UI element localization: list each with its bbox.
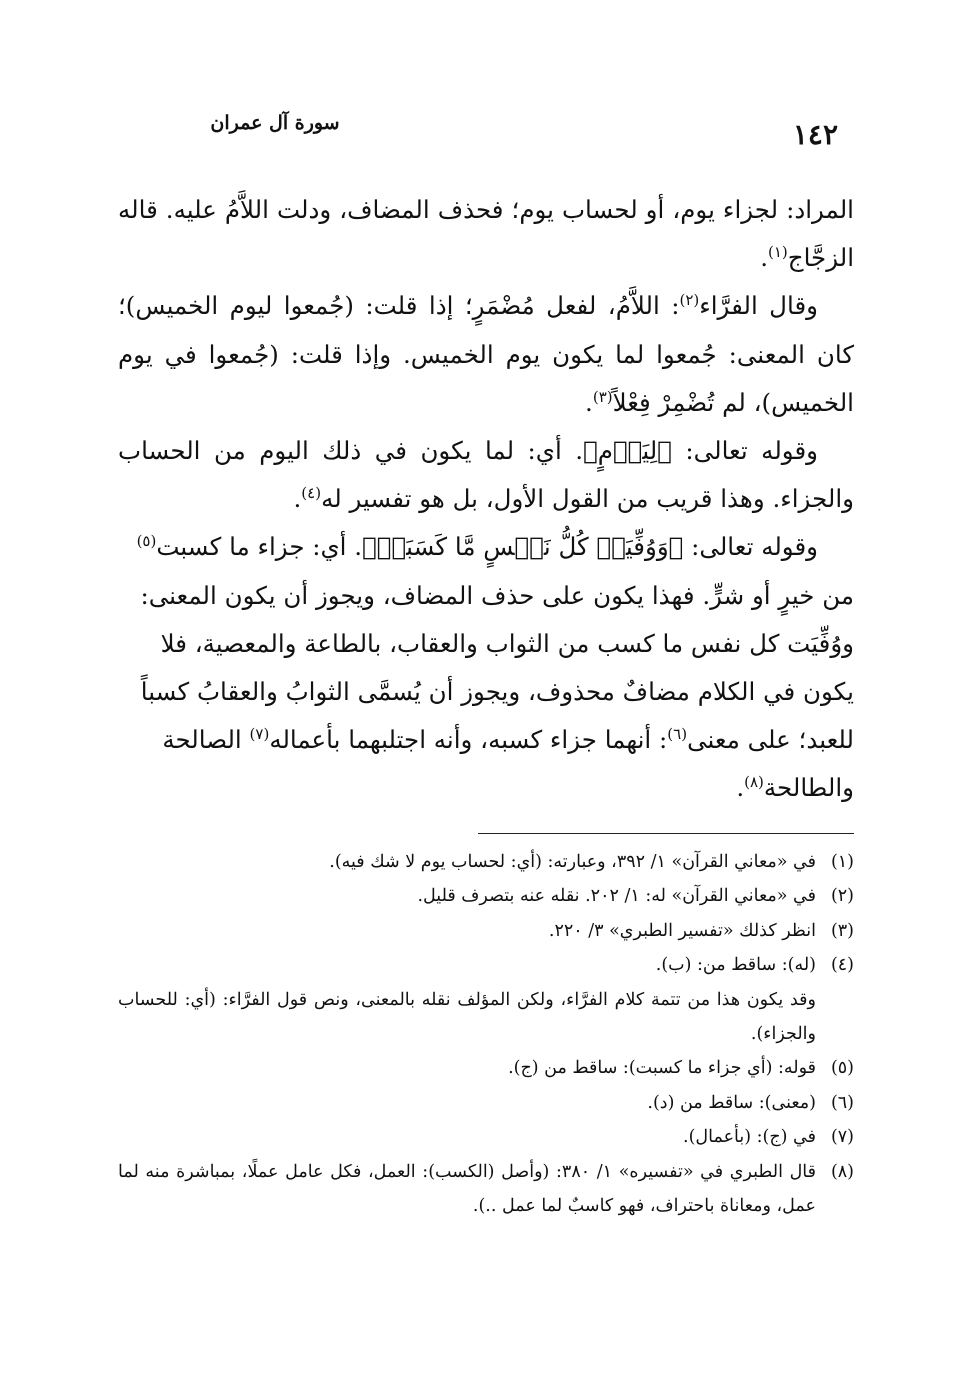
paragraph-text: وقال الفرَّاء [699, 291, 818, 321]
footnote-number: (٢) [830, 886, 854, 907]
footnote-2 [118, 879, 854, 913]
footnote-ref[interactable]: (٤) [301, 484, 322, 503]
footnote-number: (٨) [830, 1161, 854, 1182]
paragraph-end: . [585, 387, 593, 417]
footnote-number: (٤) [830, 955, 854, 976]
paragraph-text: من خيرٍ أو شرٍّ. فهذا يكون على حذف المضاف، ويجوز أن يكون المعنى: ووُفِّيَت كل نفس ما كسب من الثواب والعقاب، بالطاعة والمعصية، فلا يكون في الكلام مضافٌ محذوف، ويجوز أن يُسمَّى الثوابُ والعقابُ كسباً للعبد؛ على معنى [140, 580, 854, 755]
paragraph-end: . [293, 484, 302, 514]
footnote-ref[interactable]: (٢) [679, 291, 700, 310]
paragraph-text: وقوله تعالى: ﴿لِيَوۡمٍ﴾. أي: لما يكون في ذلك اليوم من الحساب والجزاء. وهذا قريب من القول الأول، بل هو تفسير له [118, 436, 854, 514]
paragraph-text: : اللاَّمُ، لفعل مُضْمَرٍ؛ إذا قلت: (جُمعوا ليوم الخميس)؛ كان المعنى: جُمعوا لما يكون يوم الخميس. وإذا قلت: (جُمعوا في يوم الخميس)، لم تُضْمِرْ فِعْلاً [118, 291, 854, 417]
footnote-5 [118, 1051, 854, 1085]
footnote-ref[interactable]: (٦) [667, 725, 688, 744]
paragraph-text: : أنهما جزاء كسبه، وأنه اجتلبهما بأعماله [269, 725, 668, 755]
footnote-6 [118, 1086, 854, 1120]
paragraph-text: وقوله تعالى: ﴿وَوُفِّيَتۡ كُلُّ نَفۡسٍ مَّا كَسَبَتۡ﴾. أي: جزاء ما كسبت [156, 532, 818, 562]
footnote-text: في (ج): (بأعمال). [683, 1127, 816, 1148]
footnote-number: (٣) [830, 920, 854, 941]
footnote-4 [118, 948, 854, 982]
footnote-text: (له): ساقط من: (ب). [655, 955, 816, 976]
footnote-number: (١) [830, 852, 854, 872]
footnote-1 [118, 845, 854, 879]
footnote-8 [118, 1155, 854, 1224]
footnote-ref[interactable]: (٥) [136, 532, 157, 551]
footnote-number: (٥) [830, 1058, 854, 1079]
footnote-number: (٦) [830, 1092, 854, 1113]
footnote-4-continuation: وقد يكون هذا من تتمة كلام الفرَّاء، ولكن المؤلف نقله بالمعنى، ونص قول الفرَّاء: (أي: للحساب والجزاء). [118, 989, 816, 1045]
footnote-ref[interactable]: (٣) [592, 387, 613, 406]
footnote-text: قوله: (أي جزاء ما كسبت): ساقط من (ج). [508, 1058, 816, 1079]
footnote-3 [118, 914, 854, 948]
paragraph-text: المراد: لجزاء يوم، أو لحساب يوم؛ فحذف المضاف، ودلت اللاَّمُ عليه. قاله الزجَّاج [118, 195, 854, 273]
footnote-text: (معنى): ساقط من (د). [647, 1092, 816, 1113]
paragraph-3 [118, 427, 854, 523]
footnote-text: قال الطبري في «تفسيره» ١/ ٣٨٠: (وأصل (الكسب): العمل، فكل عامل عملًا، بمباشرة منه لما عمل، ومعاناة باحتراف، فهو كاسبٌ لما عمل ..). [118, 1161, 816, 1217]
footnote-7 [118, 1120, 854, 1154]
footnote-ref[interactable]: (٨) [744, 773, 764, 792]
paragraph-end: . [760, 243, 768, 273]
page-number: ١٤٢ [792, 118, 838, 151]
paragraph-1 [118, 186, 854, 282]
footnote-divider [478, 833, 854, 834]
footnote-ref[interactable]: (١) [768, 243, 788, 262]
footnote-number: (٧) [830, 1127, 854, 1148]
footnote-ref[interactable]: (٧) [249, 725, 270, 744]
main-text [118, 186, 854, 813]
paragraph-text: الصالحة والطالحة [162, 725, 854, 803]
footnote-text: انظر كذلك «تفسير الطبري» ٣/ ٢٢٠. [548, 920, 816, 941]
footnote-text: في «معاني القرآن» ١/ ٣٩٢، وعبارته: (أي: لحساب يوم لا شك فيه). [329, 852, 816, 872]
paragraph-end: . [736, 773, 745, 803]
footnotes [118, 845, 854, 1223]
paragraph-2 [118, 282, 854, 427]
footnote-text: في «معاني القرآن» له: ١/ ٢٠٢. نقله عنه بتصرف قليل. [417, 886, 816, 907]
paragraph-4 [118, 523, 854, 812]
running-header-surah-title: سورة آل عمران [210, 112, 340, 134]
